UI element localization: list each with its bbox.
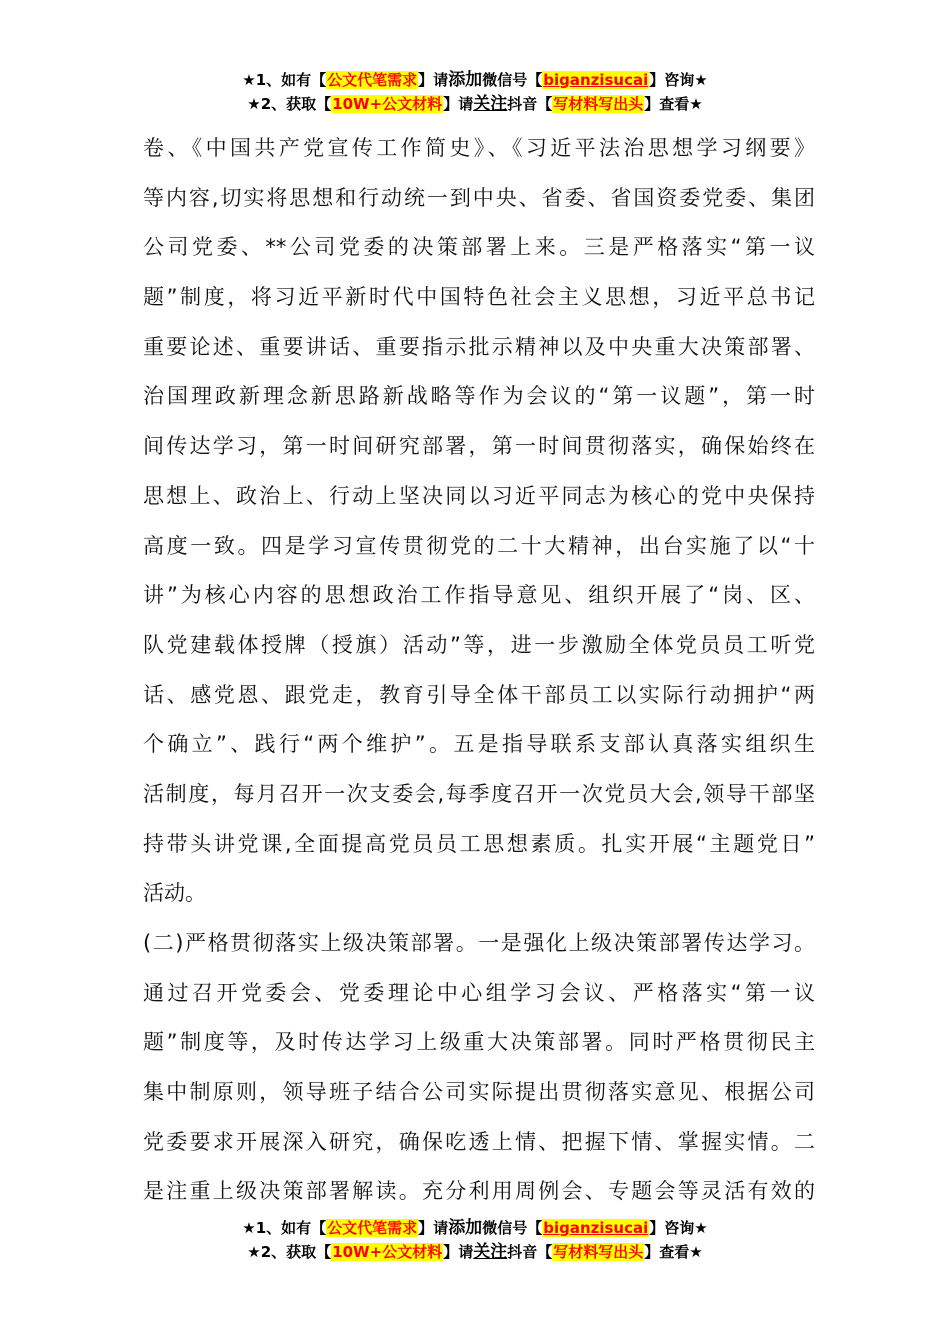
body-line: 高度一致。四是学习宣传贯彻党的二十大精神，出台实施了以“十 (143, 533, 815, 558)
banner-emphasis: 关注 (473, 1242, 508, 1262)
body-line: 通过召开党委会、党委理论中心组学习会议、严格落实“第一议 (143, 980, 815, 1005)
banner-text: ★2、获取【 (247, 95, 332, 113)
body-line: 重要论述、重要讲话、重要指示批示精神以及中央重大决策部署、 (143, 334, 815, 359)
body-line: 间传达学习，第一时间研究部署，第一时间贯彻落实，确保始终在 (143, 434, 815, 459)
banner-emphasis: 关注 (473, 94, 508, 114)
banner-text: 】查看★ (644, 95, 703, 113)
banner-text: 】咨询★ (649, 1219, 708, 1237)
document-body (143, 124, 815, 1217)
banner-highlight-wechat-id: biganzisucai (543, 1219, 649, 1237)
header-banner-line-1 (0, 68, 950, 92)
body-line: 集中制原则，领导班子结合公司实际提出贯彻落实意见、根据公司 (143, 1080, 815, 1105)
footer-banner (0, 1216, 950, 1264)
body-line: 活制度，每月召开一次支委会,每季度召开一次党员大会,领导干部坚 (143, 781, 815, 806)
banner-text: 】请 (443, 1243, 474, 1261)
footer-banner-line-2 (0, 1240, 950, 1264)
section-heading-line: (二)严格贯彻落实上级决策部署。一是强化上级决策部署传达学习。 (143, 931, 815, 955)
header-banner (0, 68, 950, 116)
banner-text: 微信号【 (482, 1219, 543, 1237)
banner-highlight-materials: 10W+公文材料 (332, 1243, 443, 1261)
body-line: 思想上、政治上、行动上坚决同以习近平同志为核心的党中央保持 (143, 483, 815, 508)
body-line: 话、感党恩、跟党走，教育引导全体干部员工以实际行动拥护“两 (143, 682, 815, 707)
banner-text: ★1、如有【 (242, 71, 327, 89)
banner-text: 】咨询★ (649, 71, 708, 89)
body-line: 治国理政新理念新思路新战略等作为会议的“第一议题”，第一时 (143, 384, 815, 409)
banner-text: ★1、如有【 (242, 1219, 327, 1237)
body-line: 活动。 (143, 881, 206, 906)
banner-text: 】查看★ (644, 1243, 703, 1261)
header-banner-line-2 (0, 92, 950, 116)
body-line: 等内容,切实将思想和行动统一到中央、省委、省国资委党委、集团 (143, 185, 815, 210)
banner-highlight-wechat-id: biganzisucai (543, 71, 649, 89)
body-line: 讲”为核心内容的思想政治工作指导意见、组织开展了“岗、区、 (143, 583, 815, 608)
banner-text: 抖音【 (507, 1243, 553, 1261)
body-line: 持带头讲党课,全面提高党员员工思想素质。扎实开展“主题党日” (143, 831, 815, 856)
body-line: 党委要求开展深入研究，确保吃透上情、把握下情、掌握实情。二 (143, 1129, 815, 1154)
body-line: 卷、《中国共产党宣传工作简史》、《习近平法治思想学习纲要》 (143, 136, 815, 160)
banner-highlight-douyin: 写材料写出头 (553, 95, 644, 113)
banner-highlight-service: 公文代笔需求 (327, 1219, 418, 1237)
banner-highlight-service: 公文代笔需求 (327, 71, 418, 89)
banner-text: 抖音【 (507, 95, 553, 113)
body-line: 公司党委、**公司党委的决策部署上来。三是严格落实“第一议 (143, 235, 815, 260)
body-line: 题”制度，将习近平新时代中国特色社会主义思想，习近平总书记 (143, 285, 815, 310)
banner-text: 微信号【 (482, 71, 543, 89)
banner-highlight-douyin: 写材料写出头 (553, 1243, 644, 1261)
banner-text: 】请 (418, 1219, 449, 1237)
footer-banner-line-1 (0, 1216, 950, 1240)
banner-text: ★2、获取【 (247, 1243, 332, 1261)
banner-emphasis: 添加 (448, 70, 483, 90)
banner-highlight-materials: 10W+公文材料 (332, 95, 443, 113)
body-line: 是注重上级决策部署解读。充分利用周例会、专题会等灵活有效的 (143, 1179, 815, 1204)
banner-emphasis: 添加 (448, 1218, 483, 1238)
banner-text: 】请 (443, 95, 474, 113)
banner-text: 】请 (418, 71, 449, 89)
body-line: 个确立”、践行“两个维护”。五是指导联系支部认真落实组织生 (143, 732, 815, 757)
body-line: 队党建载体授牌（授旗）活动”等，进一步激励全体党员员工听党 (143, 632, 815, 657)
body-line: 题”制度等，及时传达学习上级重大决策部署。同时严格贯彻民主 (143, 1030, 815, 1055)
